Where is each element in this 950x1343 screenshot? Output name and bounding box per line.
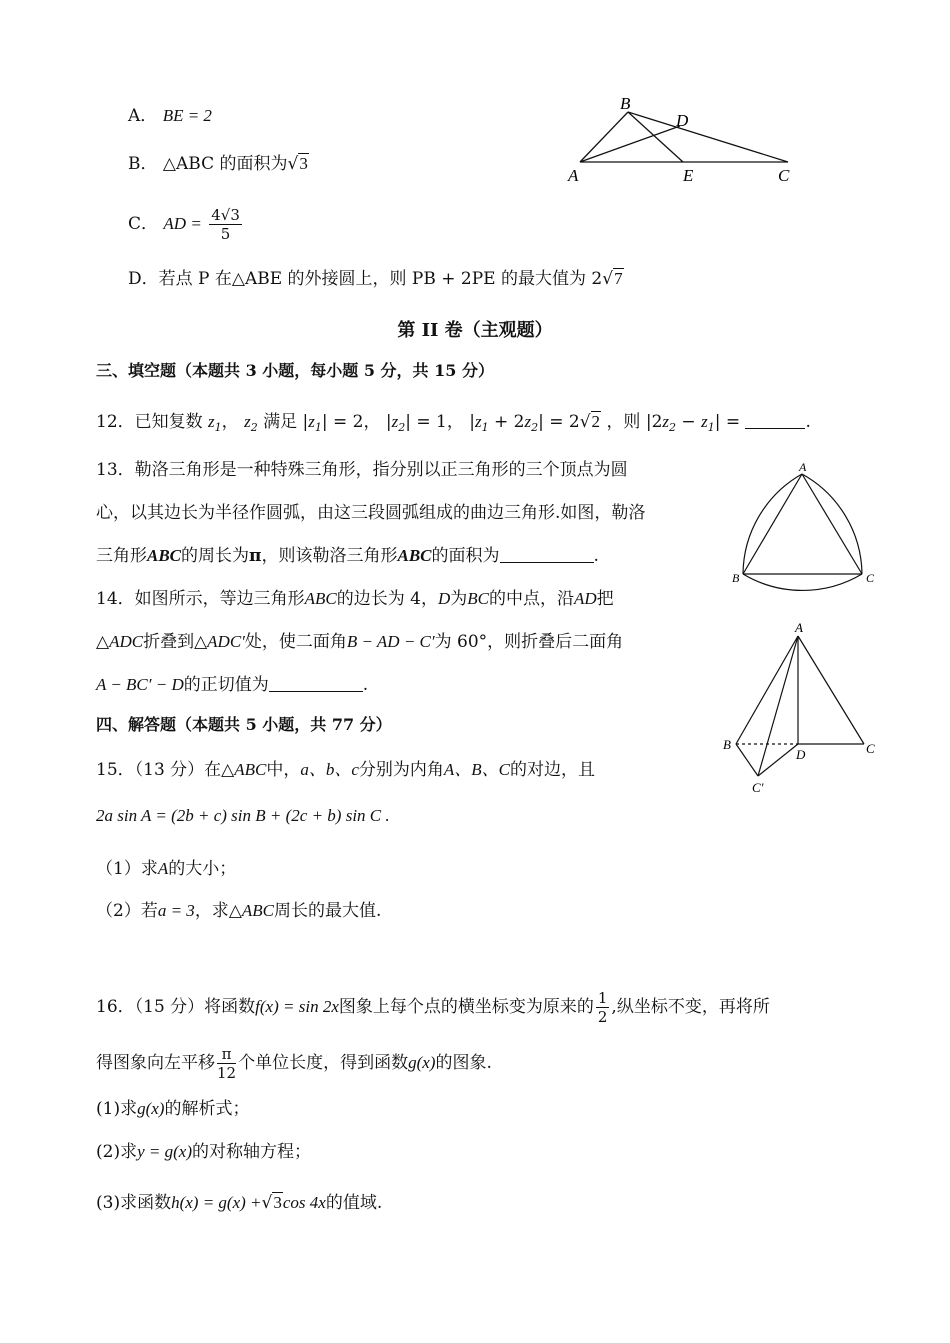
q15-part-2 — [96, 898, 381, 924]
q16-t2a: 得图象向左平移 — [96, 1053, 215, 1073]
q13-text-d: ，则该勒洛三角形 — [261, 546, 398, 566]
q14-t1a: 14．如图所示，等边三角形 — [96, 589, 305, 609]
q15-equation: 2a sin A = (2b + c) sin B + (2c + b) sin C . — [96, 806, 390, 825]
q16-half-den: 2 — [597, 1008, 608, 1026]
option-b-prefix: B． — [128, 154, 158, 174]
q14-line-2 — [96, 629, 623, 655]
q16-shift-num: π — [217, 1045, 236, 1064]
q16-p3a: (3)求函数 — [96, 1193, 172, 1213]
q13-abc-2: ABC — [397, 546, 432, 565]
option-c-prefix: C． — [128, 214, 159, 234]
option-c-den: 5 — [220, 225, 231, 243]
q15-t1e: 分别为内角 — [358, 760, 444, 780]
option-c-lhs: AD = — [163, 214, 202, 233]
q15-t1f: A、B、C — [443, 760, 511, 779]
option-b-expr: △ABC 的面积为 — [162, 154, 288, 174]
q16-p3c: cos 4x — [282, 1193, 326, 1212]
figure-triangle-abc-de — [560, 92, 810, 188]
q16-p2a: (2)求 — [96, 1142, 138, 1162]
q15-t1g: 的对边，且 — [510, 760, 596, 780]
q15-t1c: 中， — [266, 760, 301, 780]
option-d-root: 7 — [614, 269, 623, 288]
q14-end: . — [362, 675, 369, 695]
q16-t1a: 16．（15 分）将函数 — [96, 997, 256, 1017]
option-c — [128, 206, 244, 243]
q13-answer-blank — [500, 546, 594, 563]
fig2-label-b: B — [732, 571, 740, 585]
section-2-title: 第 II 卷（主观题） — [397, 320, 553, 341]
q15-p2b: a = 3 — [157, 901, 195, 920]
q16-p3b: h(x) = g(x) + — [171, 1193, 262, 1212]
option-a-expr: BE = 2 — [162, 106, 212, 125]
q14-t3b: 的正切值为 — [183, 675, 269, 695]
fig1-label-b: B — [620, 94, 631, 113]
q14-t2b: 折叠到 — [143, 632, 195, 652]
q13-line-2: 心，以其边长为半径作圆弧，由这三段圆弧组成的曲边三角形.如图，勒洛 — [96, 503, 646, 523]
q15-p2d: △ABC — [228, 901, 274, 920]
q15-p1a: （1）求 — [96, 859, 158, 879]
q14-t1d: D — [437, 589, 451, 608]
q13-text-f: 的面积为 — [431, 546, 500, 566]
q12-end: . — [805, 412, 811, 432]
q14-t1g: 的中点，沿 — [489, 589, 574, 609]
question-12: 12．已知复数 $z_1$， $z_2$ 满足 $|z_1| = 2$， $|z_2| = 1$， $|z_1 + 2z_2| = 2√2$ ，则 $|2z_2 - z_1|$ = . — [96, 412, 811, 434]
q13-text-a: 三角形 — [96, 546, 147, 566]
q13-end: . — [593, 546, 599, 566]
q12-answer-blank — [745, 412, 805, 429]
q16-part-3: (3)求函数h(x) = g(x) +√3cos 4x的值域. — [96, 1193, 383, 1213]
q15-p2e: 周长的最大值. — [274, 901, 382, 921]
q16-part-1 — [96, 1096, 249, 1122]
q13-pi: π — [249, 546, 262, 566]
q16-p1a: (1)求 — [96, 1099, 138, 1119]
q16-half-fraction — [596, 989, 610, 1026]
q14-line-1 — [96, 586, 614, 612]
q16-p2c: 的对称轴方程； — [191, 1142, 311, 1162]
part-3-title: 三、填空题（本题共 3 小题，每小题 5 分，共 15 分） — [96, 361, 494, 380]
part-4-title: 四、解答题（本题共 5 小题，共 77 分） — [96, 715, 392, 734]
option-d-text: D．若点 P 在△ABE 的外接圆上，则 PB + 2PE 的最大值为 — [128, 269, 586, 289]
q14-t3a: A − BC′ − D — [96, 675, 184, 694]
q14-t1b: ABC — [304, 589, 337, 608]
q16-t1d: ,纵坐标不变，再将所 — [611, 997, 770, 1017]
fig1-label-a: A — [568, 166, 579, 185]
fig1-label-c: C — [778, 166, 790, 185]
q14-t1h: AD — [574, 589, 597, 608]
q16-t2c: g(x) — [408, 1053, 436, 1072]
q16-t1c: 图象上每个点的横坐标变为原来的 — [338, 997, 594, 1017]
q12-pre: 12．已知复数 — [96, 412, 203, 432]
figure-folded-triangle — [718, 618, 888, 796]
q15-t1b: △ABC — [221, 760, 267, 779]
q14-t2d: 处，使二面角 — [244, 632, 347, 652]
q16-shift-fraction — [217, 1045, 236, 1082]
q16-p3d: 的值域. — [325, 1193, 383, 1213]
q16-p1c: 的解析式； — [164, 1099, 250, 1119]
q13-abc-1: ABC — [147, 546, 182, 565]
q16-line-1 — [96, 989, 770, 1026]
option-c-fraction — [209, 206, 242, 243]
option-a-prefix: A． — [128, 106, 158, 126]
q16-half-num: 1 — [597, 989, 608, 1007]
fig1-label-e: E — [683, 166, 694, 185]
q15-t1d: a、b、c — [300, 760, 359, 779]
q14-answer-blank — [269, 675, 363, 692]
fig2-label-a: A — [799, 460, 807, 474]
fig3-label-a: A — [795, 620, 803, 635]
option-d: D．若点 P 在△ABE 的外接圆上，则 PB + 2PE 的最大值为 2√7 — [128, 269, 623, 289]
figure-reuleaux-triangle — [728, 458, 878, 593]
q14-t2e: B − AD − C′ — [346, 632, 435, 651]
q16-t2b: 个单位长度，得到函数 — [238, 1053, 409, 1073]
q15-p1c: 的大小； — [168, 859, 237, 879]
q14-line-3 — [96, 672, 368, 698]
option-c-num: 4√3 — [211, 206, 240, 224]
q13-line-1: 13．勒洛三角形是一种特殊三角形，指分别以正三角形的三个顶点为圆 — [96, 460, 628, 480]
q16-shift-den: 12 — [217, 1064, 237, 1082]
option-d-coef: 2 — [591, 269, 603, 289]
q14-t1i: 把 — [596, 589, 614, 609]
q16-line-2 — [96, 1045, 492, 1082]
q14-t1c: 的边长为 4， — [336, 589, 438, 609]
q13-text-c: 的周长为 — [181, 546, 250, 566]
q12-cond: 满足 — [263, 412, 298, 432]
q16-p3-root: 3 — [273, 1193, 282, 1212]
q14-t2a: △ADC — [96, 632, 144, 651]
q16-p1b: g(x) — [137, 1099, 165, 1118]
q15-part-1 — [96, 856, 236, 882]
option-b-root: 3 — [299, 154, 308, 173]
q14-t2c: △ADC′ — [194, 632, 245, 651]
fig1-label-d: D — [676, 111, 689, 130]
q14-t1e: 为 — [450, 589, 468, 609]
q16-t2d: 的图象. — [435, 1053, 492, 1073]
q15-p2c: ，求 — [194, 901, 229, 921]
q16-part-2 — [96, 1139, 311, 1165]
fig3-label-b: B — [723, 737, 731, 752]
q16-p2b: y = g(x) — [137, 1142, 192, 1161]
fig2-label-c: C — [866, 571, 875, 585]
q13-line-3 — [96, 543, 599, 569]
q14-t1f: BC — [467, 589, 489, 608]
q12-mid: ，则 — [606, 412, 641, 432]
fig3-label-c-prime: C′ — [752, 780, 764, 795]
option-b: B． △ABC 的面积为√3 — [128, 154, 308, 174]
fig3-label-c: C — [866, 741, 875, 756]
option-a — [128, 103, 212, 129]
q14-t2f: 为 60°，则折叠后二面角 — [434, 632, 624, 652]
q15-t1a: 15．（13 分）在 — [96, 760, 222, 780]
q15-line-1 — [96, 757, 595, 783]
q15-p2a: （2）若 — [96, 901, 158, 921]
q15-p1b: A — [157, 859, 169, 878]
fig3-label-d: D — [796, 747, 806, 762]
q16-t1b: f(x) = sin 2x — [255, 997, 339, 1016]
